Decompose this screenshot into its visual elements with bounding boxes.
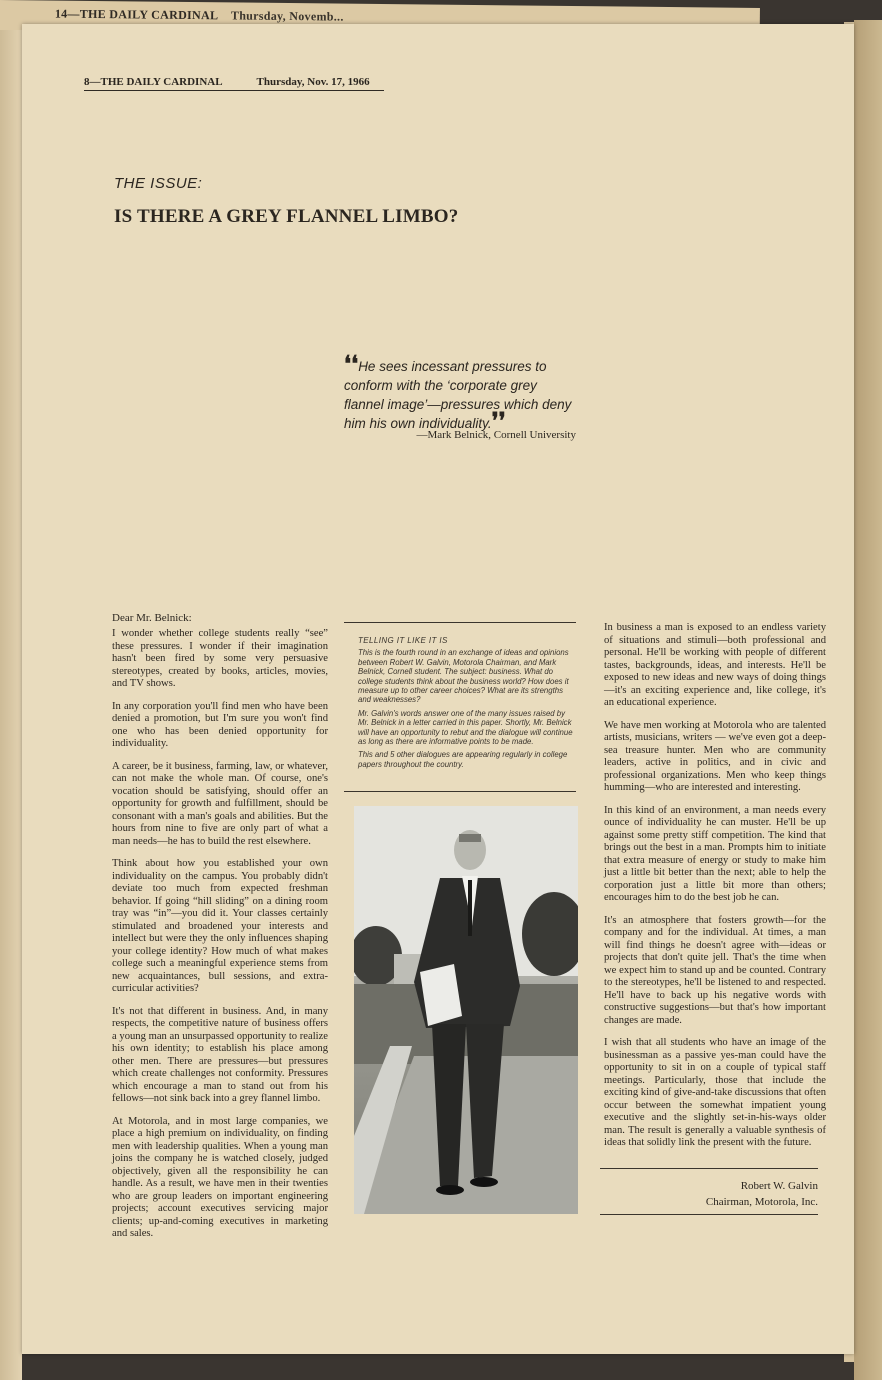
headline: IS THERE A GREY FLANNEL LIMBO?: [114, 206, 459, 227]
letter-paragraph: I wish that all students who have an image of the businessman as a passive yes-man could have the opportunity to sit in on a couple of typical staff meetings. Particularly, those that include the exciting kind of give-and-take discussions that often occur between the somewhat impatient young executive and the slightly set-in-his-ways older man. The result is generally a valuable synthesis of ideas that solidly link the present with the future.: [604, 1037, 826, 1148]
page-folio: [84, 76, 384, 91]
letter-paragraph: It's an atmosphere that fosters growth—for the company and for the individual. At times, a man will find things he doesn't agree with—ideas or projects that don't quite jell. That's the time when we expect him to stand up and be counted. Contrary to the stereotypes, he'll be listened to and respected. He'll have to back up his negative words with constructive suggestions—but that's how important changes are made.: [604, 914, 826, 1026]
sidebar-note: [358, 636, 578, 773]
issue-kicker: THE ISSUE:: [114, 175, 203, 192]
signature-top-rule: [600, 1168, 818, 1169]
letter-paragraph: I wonder whether college students really “see” these pressures. I wonder if their imagination hasn't been fired by some very persuasive stereotypes, created by books, articles, movies, and TV shows.: [112, 628, 328, 689]
underlying-page-title: 14—THE DAILY CARDINAL: [54, 6, 218, 23]
signature-name: Robert W. Galvin: [740, 1180, 818, 1192]
underlying-page-header: [55, 7, 344, 25]
letter-paragraph: Think about how you established your own individuality on the campus. You probably didn't deviate too much from expected freshman behavior. If going “hill sliding” on a dining room tray was “in”—you did it. Your classes certainly stimulated and broadened your interests and intellect but were they the only influences shaping your college identity? How much of what makes college such a meaningful experience stems from new acquaintances, bull sessions, and extra-curricular activities?: [112, 858, 328, 994]
sidebar-bottom-rule: [344, 791, 576, 792]
signature-bottom-rule: [600, 1214, 818, 1215]
letter-paragraph: In business a man is exposed to an endless variety of situations and stimuli—both professional and personal. He'll be working with people of different tastes, backgrounds, ideas, and interests. He'll be exposed to new ideas and new ways of doing things—it's an exciting experience and, like college, it's an educational experience.: [604, 622, 826, 708]
letter-paragraph: It's not that different in business. And, in many respects, the competitive nature of business offers a young man an unsurpassed opportunity to realize his own identity; to establish his place among other men. There are pressures—but pressures which create challenges not conformity. Pressures which encourage a man to stand out from his fellows—not sink back into a grey flannel limbo.: [112, 1005, 328, 1104]
letter-paragraph: We have men working at Motorola who are talented artists, musicians, writers — we've even got a deep-sea treasure hunter. Men who are community leaders, active in politics, and in civic and professional organizations. Men who keep things humming—who are interested and interesting.: [604, 719, 826, 793]
portrait-photo: [354, 806, 578, 1214]
letter-paragraph: In this kind of an environment, a man needs every ounce of individuality he can muster. He'll be up against some pretty stiff competition. The kind that brings out the best in a man. Prompts him to initiate that extra measure of energy or study to make him just a little bit better than the next; able to help the corporation just a little bit more than others; encourages him to do the best job he can.: [604, 804, 826, 903]
letter-paragraph: In any corporation you'll find men who have been denied a promotion, but I'm sure you won't find one who has been denied opportunity for individuality.: [112, 700, 328, 749]
underlying-page-date: Thursday, Novemb...: [230, 8, 344, 24]
open-quote-icon: ❛❛: [344, 351, 359, 376]
signature-title: Chairman, Motorola, Inc.: [705, 1196, 818, 1208]
sidebar-title: TELLING IT LIKE IT IS: [358, 636, 448, 645]
letter-column-right: [604, 622, 826, 1160]
left-page-edge: [0, 30, 22, 1380]
pull-quote: [344, 351, 578, 433]
letter-paragraph: At Motorola, and in most large companies, we place a high premium on individuality, on finding men with leadership qualities. When a young man joins the company he is watched closely, judged objectively, given all the responsibility he can handle. As a result, we have men in their twenties who are group leaders on important engineering projects; account executives servicing major clients; up-and-coming executives in marketing and sales.: [112, 1115, 328, 1239]
folio-date: Thursday, Nov. 17, 1966: [256, 76, 370, 88]
letter-column-left: [112, 628, 328, 1251]
close-quote-icon: ❜❜: [491, 408, 506, 433]
portrait-photo-drawing: [354, 806, 578, 1214]
right-page-edge: [854, 20, 882, 1380]
sidebar-paragraph: Mr. Galvin's words answer one of the many issues raised by Mr. Belnick in a letter carried in this paper. Shortly, Mr. Belnick will have an opportunity to rebut and the dialogue will continue as long as there are informative points to be made.: [358, 708, 573, 747]
sidebar-paragraph: This is the fourth round in an exchange of ideas and opinions between Robert W. Galvin, Motorola Chairman, and Mark Belnick, Cornell student. The subject: business. What do college students think about the business world? How does it measure up to other career choices? What are its strengths and weaknesses?: [358, 648, 569, 705]
letter-paragraph: A career, be it business, farming, law, or whatever, can not make the whole man. Of course, one's vocation should be satisfying, should offer an opportunity for growth and fulfillment, should be consonant with a man's goals and abilities. But the hours from nine to five are only part of what a man needs—he has to build the rest elsewhere.: [112, 760, 328, 847]
folio-title: 8—THE DAILY CARDINAL: [84, 76, 223, 88]
pull-quote-attribution: —Mark Belnick, Cornell University: [416, 429, 576, 441]
sidebar-top-rule: [344, 622, 576, 623]
sidebar-paragraph: This and 5 other dialogues are appearing regularly in college papers throughout the country.: [358, 750, 568, 769]
pull-quote-text: He sees incessant pressures to conform with the ‘corporate grey flannel image’—pressures which deny him his own individuality.: [344, 359, 572, 431]
signature-block: [600, 1178, 818, 1210]
letter-salutation: Dear Mr. Belnick:: [112, 612, 192, 624]
